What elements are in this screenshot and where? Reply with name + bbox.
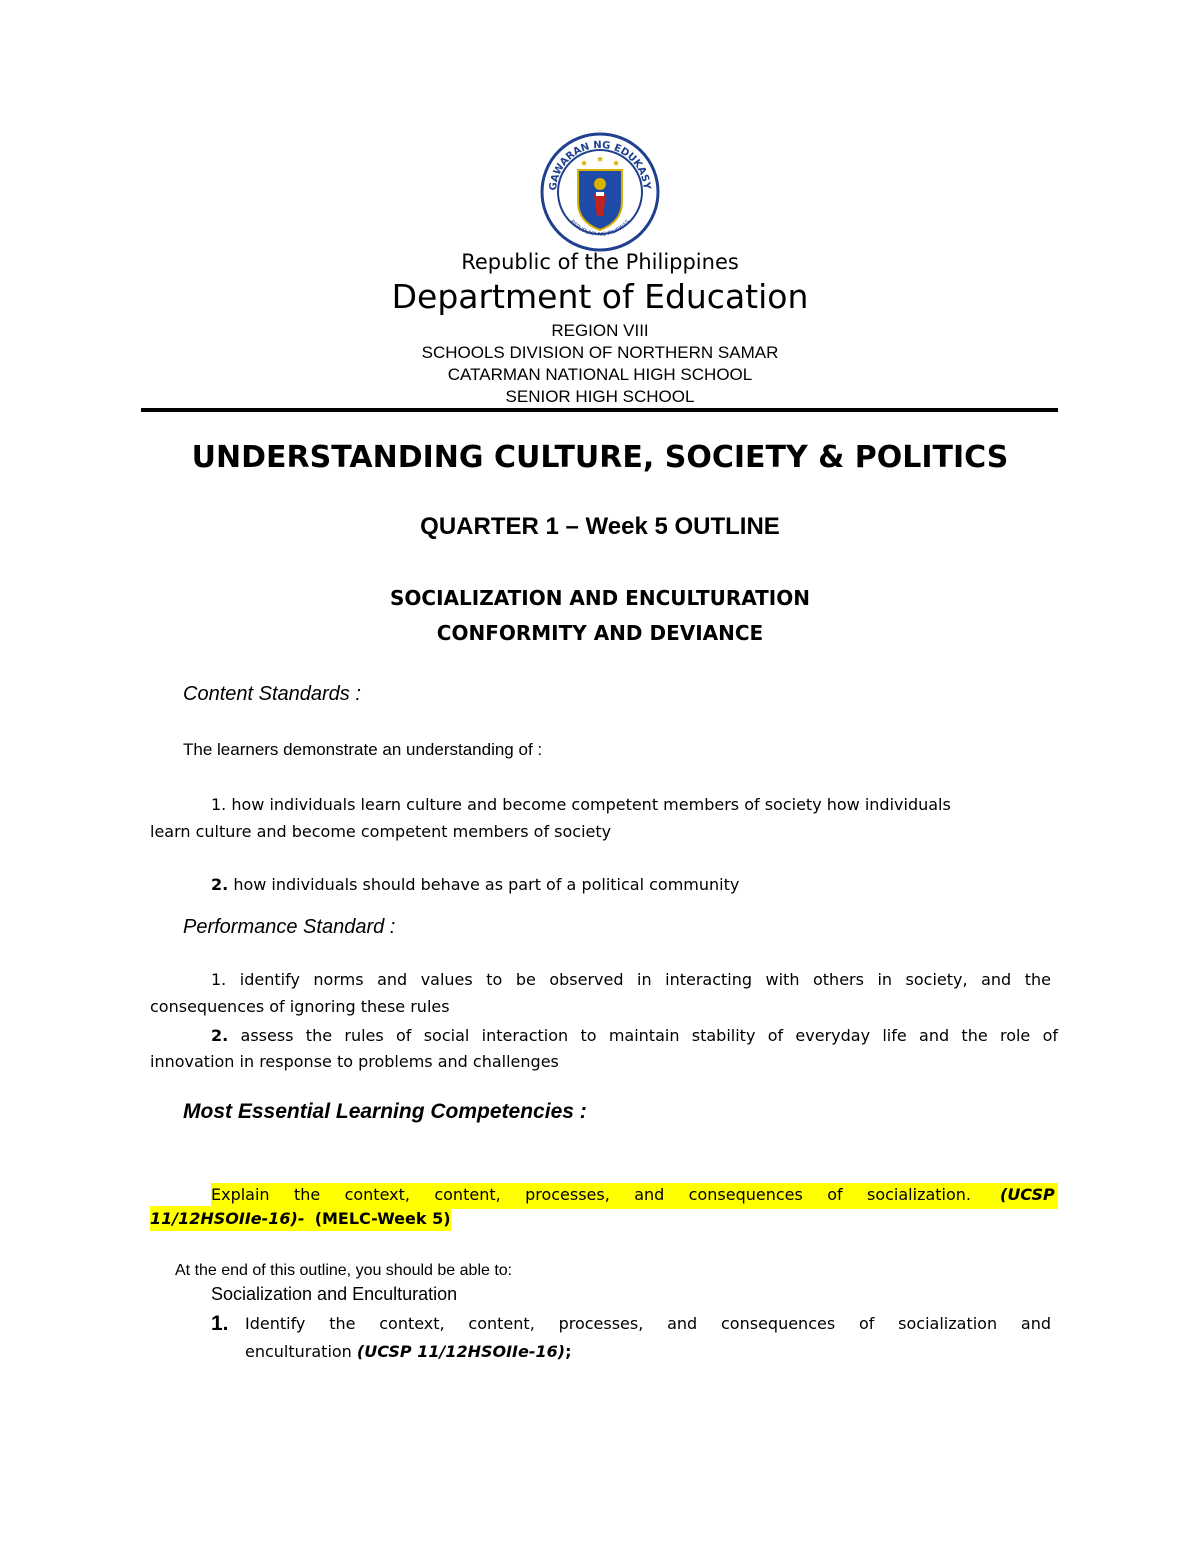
region-line: REGION VIII <box>551 321 649 340</box>
objective-item-1-number: 1. <box>211 1312 229 1335</box>
content-item-1 <box>211 795 951 814</box>
objective-item-1-line1: Identify the context, content, processes, and consequences of socialization and <box>245 1314 1051 1333</box>
content-standards-intro: The learners demonstrate an understanding of : <box>183 740 543 759</box>
performance-item-2-line1: 2. assess the rules of social interaction to maintain stability of everyday life and the role of <box>211 1026 1058 1045</box>
objective-item-1-code: (UCSP 11/12HSOIIe-16) <box>356 1342 566 1361</box>
content-item-1-number: 1. <box>211 795 227 814</box>
svg-text:★: ★ <box>611 158 621 168</box>
objectives-section: Socialization and Enculturation <box>211 1284 458 1304</box>
objective-item-1-line2: enculturation (UCSP 11/12HSOIIe-16); <box>245 1342 572 1361</box>
content-item-2-text: how individuals should behave as part of a political community <box>233 875 740 894</box>
svg-text:★: ★ <box>595 154 605 164</box>
melc-competency-text: Explain the context, content, processes, and consequences of socialization. <box>211 1185 971 1204</box>
level-line: SENIOR HIGH SCHOOL <box>505 387 695 406</box>
subject-title: UNDERSTANDING CULTURE, SOCIETY & POLITICS <box>191 440 1009 475</box>
performance-item-1-number: 1. <box>211 970 227 989</box>
content-item-1-line1: how individuals learn culture and become competent members of society how individuals <box>231 795 951 814</box>
division-line: SCHOOLS DIVISION OF NORTHERN SAMAR <box>421 343 779 362</box>
department-name: Department of Education <box>391 277 809 316</box>
performance-item-1-line1: 1. identify norms and values to be observed in interacting with others in society, and the <box>211 970 1051 989</box>
seal-ring-text-bottom: REPUBLIKA NG PILIPINAS <box>568 218 632 239</box>
performance-item-1-line2: consequences of ignoring these rules <box>150 997 450 1016</box>
melc-week-tag: (MELC-Week 5) <box>314 1209 451 1228</box>
melc-heading: Most Essential Learning Competencies : <box>183 1100 587 1123</box>
header-divider <box>141 408 1058 412</box>
topic-title-2: CONFORMITY AND DEVIANCE <box>436 621 764 645</box>
content-item-2-number: 2. <box>211 875 229 894</box>
performance-item-2-line2: innovation in response to problems and challenges <box>150 1052 559 1071</box>
republic-line: Republic of the Philippines <box>461 250 739 274</box>
quarter-title: QUARTER 1 – Week 5 OUTLINE <box>420 513 780 540</box>
deped-seal-icon <box>540 132 660 252</box>
melc-code-part-1: (UCSP <box>1000 1185 1055 1204</box>
performance-item-2-number: 2. <box>211 1026 229 1045</box>
topic-title-1: SOCIALIZATION AND ENCULTURATION <box>390 586 810 610</box>
content-item-2 <box>211 875 739 894</box>
performance-standard-heading: Performance Standard : <box>183 916 396 938</box>
school-line: CATARMAN NATIONAL HIGH SCHOOL <box>447 365 753 384</box>
svg-text:★: ★ <box>579 158 589 168</box>
content-item-1-line2: learn culture and become competent members of society <box>150 822 612 841</box>
melc-code-part-2: 11/12HSOIIe-16)- <box>150 1209 305 1228</box>
deped-seal <box>540 132 660 252</box>
content-standards-heading: Content Standards : <box>183 683 361 705</box>
melc-line-2 <box>150 1209 451 1235</box>
seal-ring-text-top: GAWARAN NG EDUKASY <box>547 139 652 192</box>
objectives-intro: At the end of this outline, you should be able to: <box>175 1262 513 1279</box>
